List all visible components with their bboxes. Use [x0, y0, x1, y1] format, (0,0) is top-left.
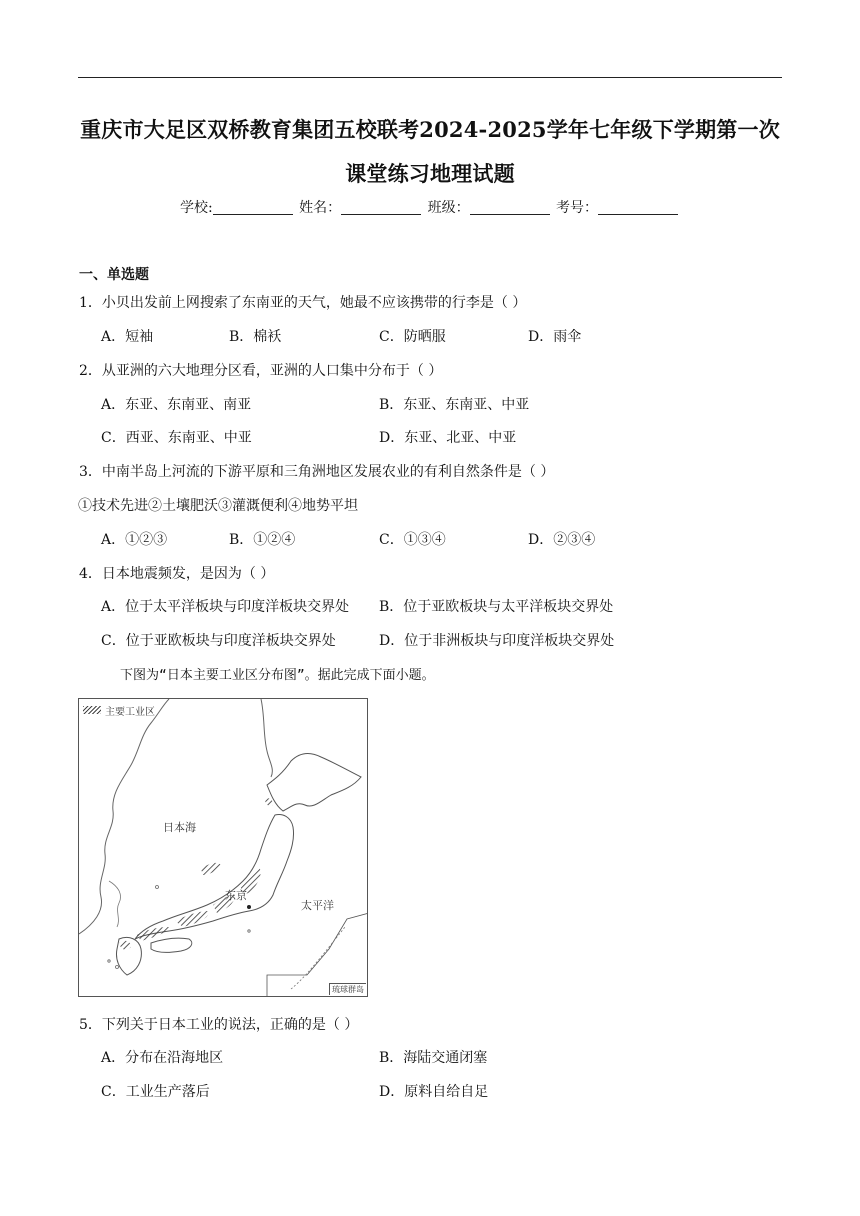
question-2-stem: 2．从亚洲的六大地理分区看，亚洲的人口集中分布于（ ） — [79, 363, 443, 379]
question-1-option-b[interactable]: B．棉袄 — [229, 329, 282, 345]
map-label-ryukyu: 琉球群岛 — [329, 983, 366, 995]
question-3-stem: 3．中南半岛上河流的下游平原和三角洲地区发展农业的有利自然条件是（ ） — [79, 464, 555, 480]
map-label-sea-of-japan: 日本海 — [163, 821, 196, 834]
industrial-zone-hokuriku — [201, 863, 221, 875]
question-5-option-d[interactable]: D．原料自给自足 — [379, 1084, 489, 1100]
question-1-stem: 1．小贝出发前上网搜索了东南亚的天气，她最不应该携带的行李是（ ） — [79, 295, 527, 311]
question-4-option-b[interactable]: B．位于亚欧板块与太平洋板块交界处 — [379, 599, 614, 615]
exam-number-label: 考号： — [556, 200, 599, 216]
question-5-stem: 5．下列关于日本工业的说法，正确的是（ ） — [79, 1017, 359, 1033]
question-4-option-d[interactable]: D．位于非洲板块与印度洋板块交界处 — [379, 633, 615, 649]
hokkaido-island — [267, 754, 361, 811]
student-info-row — [0, 197, 860, 217]
name-label: 姓名： — [299, 200, 342, 216]
question-2-option-c[interactable]: C．西亚、东南亚、中亚 — [101, 430, 252, 446]
question-3-option-d[interactable]: D．②③④ — [528, 532, 596, 548]
japan-industrial-map — [78, 698, 368, 997]
page-title-line-1: 重庆市大足区双桥教育集团五校联考2024-2025学年七年级下学期第一次 — [80, 117, 780, 142]
question-3-note: ①技术先进②土壤肥沃③灌溉便利④地势平坦 — [78, 498, 358, 514]
question-4-stem: 4．日本地震频发，是因为（ ） — [79, 566, 275, 582]
sakhalin-coast — [261, 699, 272, 777]
question-1-option-c[interactable]: C．防晒服 — [379, 329, 446, 345]
question-3-option-b[interactable]: B．①②④ — [229, 532, 296, 548]
question-1-option-d[interactable]: D．雨伞 — [528, 329, 582, 345]
figure-intro: 下图为“日本主要工业区分布图”。据此完成下面小题。 — [120, 668, 435, 683]
question-2-option-d[interactable]: D．东亚、北亚、中亚 — [379, 430, 517, 446]
question-5-option-c[interactable]: C．工业生产落后 — [101, 1084, 210, 1100]
tokyo-marker — [247, 905, 251, 909]
industrial-zone-hokkaido — [265, 798, 273, 806]
question-5-option-a[interactable]: A．分布在沿海地区 — [101, 1050, 224, 1066]
question-5-option-b[interactable]: B．海陆交通闭塞 — [379, 1050, 488, 1066]
class-label: 班级： — [427, 200, 470, 216]
map-label-tokyo: 东京 — [225, 889, 247, 902]
top-rule — [78, 77, 782, 78]
shikoku-island — [151, 938, 192, 952]
section-title: 一、单选题 — [79, 267, 149, 283]
school-label: 学校: — [179, 200, 213, 216]
question-1-option-a[interactable]: A．短袖 — [101, 329, 154, 345]
school-blank[interactable] — [213, 200, 293, 215]
question-3-option-a[interactable]: A．①②③ — [101, 532, 168, 548]
continent-coast — [79, 699, 169, 934]
industrial-zone-setouchi — [137, 927, 169, 941]
question-3-option-c[interactable]: C．①③④ — [379, 532, 446, 548]
name-blank[interactable] — [341, 200, 421, 215]
japan-map-graphic — [79, 699, 368, 997]
legend-label: 主要工业区 — [105, 707, 155, 718]
map-label-pacific: 太平洋 — [301, 899, 334, 912]
question-2-option-a[interactable]: A．东亚、东南亚、南亚 — [101, 397, 252, 413]
legend-hatch-swatch — [83, 706, 101, 714]
honshu-island — [135, 815, 294, 940]
page-title-line-2: 课堂练习地理试题 — [345, 161, 515, 186]
question-4-option-a[interactable]: A．位于太平洋板块与印度洋板块交界处 — [101, 599, 350, 615]
question-4-option-c[interactable]: C．位于亚欧板块与印度洋板块交界处 — [101, 633, 336, 649]
class-blank[interactable] — [470, 200, 550, 215]
exam-number-blank[interactable] — [598, 200, 678, 215]
question-2-option-b[interactable]: B．东亚、东南亚、中亚 — [379, 397, 530, 413]
